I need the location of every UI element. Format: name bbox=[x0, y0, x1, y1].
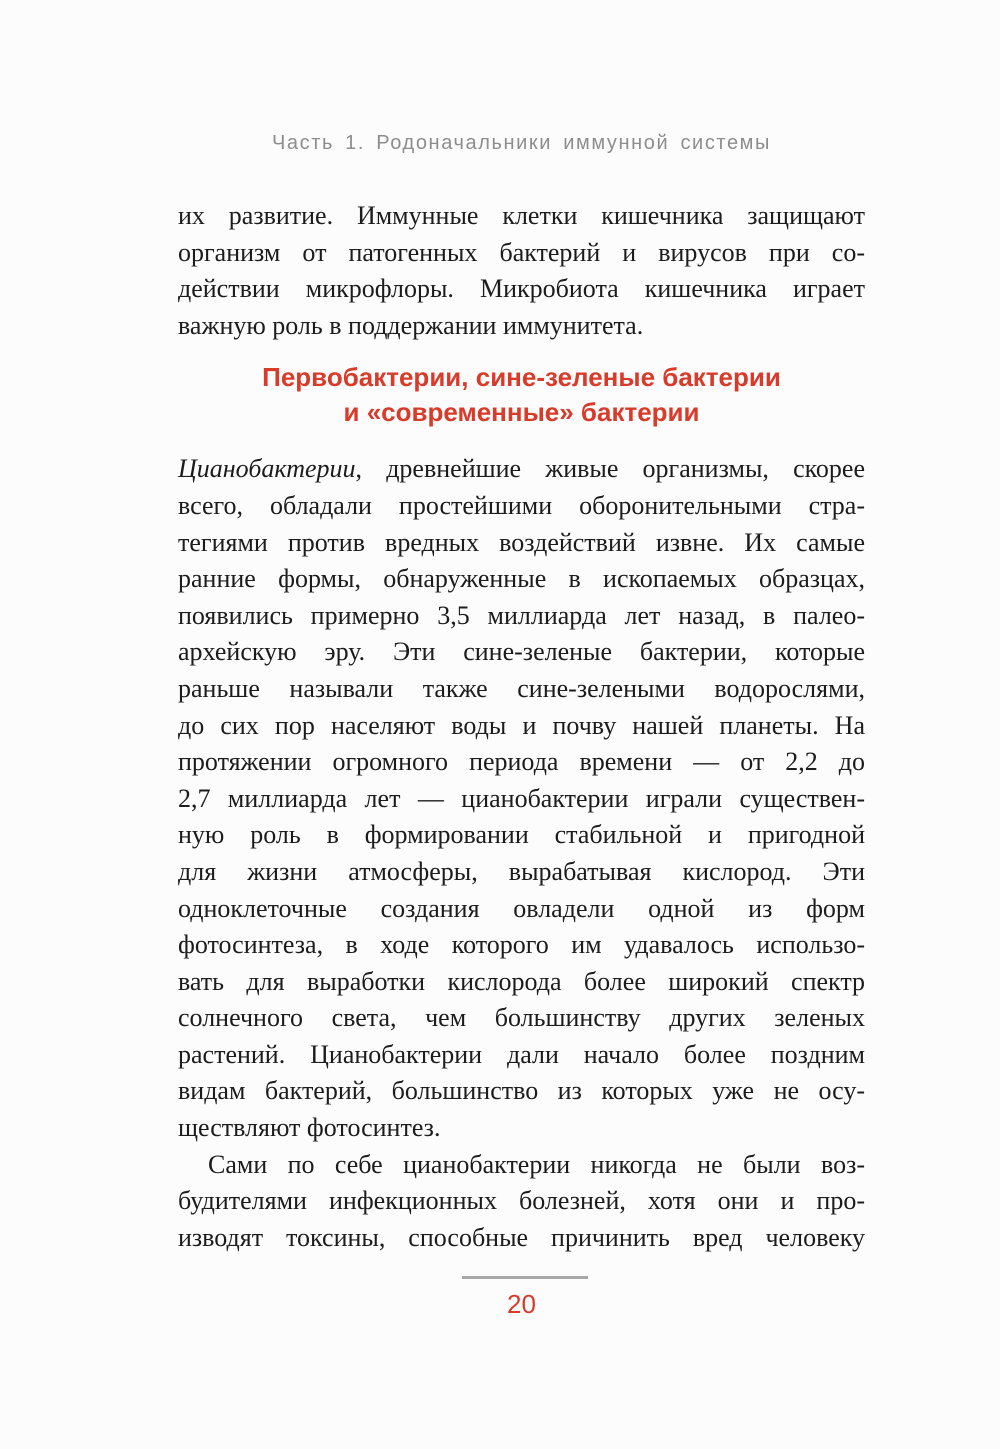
text-line: изводят токсины, способные причинить вред человеку bbox=[178, 1222, 865, 1252]
text-line: растений. Цианобактерии дали начало более поздним bbox=[178, 1039, 865, 1069]
text-line: 2,7 миллиарда лет — цианобактерии играли существен- bbox=[178, 783, 865, 813]
section-heading-line-1: Первобактерии, сине-зеленые бактерии bbox=[262, 362, 781, 393]
text-column bbox=[178, 198, 865, 1256]
italic-lead-word: Цианобактерии bbox=[178, 454, 356, 484]
text-line: раньше называли также сине-зелеными водорослями, bbox=[178, 673, 865, 703]
text-line: Сами по себе цианобактерии никогда не были воз- bbox=[208, 1149, 865, 1179]
section-heading bbox=[178, 360, 865, 430]
text-line: появились примерно 3,5 миллиарда лет назад, в палео- bbox=[178, 600, 865, 630]
section-heading-line-2: и «современные» бактерии bbox=[343, 397, 700, 428]
text-line: ную роль в формировании стабильной и пригодной bbox=[178, 820, 865, 850]
text-line: вать для выработки кислорода более широкий спектр bbox=[178, 966, 865, 996]
text-line: будителями инфекционных болезней, хотя они и про- bbox=[178, 1186, 865, 1216]
text-line: протяжении огромного периода времени — от 2,2 до bbox=[178, 747, 865, 777]
text-line: фотосинтеза, в ходе которого им удавалось использо- bbox=[178, 930, 865, 960]
paragraph-cyanobacteria-toxins bbox=[178, 1147, 865, 1257]
text-line: тегиями против вредных воздействий извне. Их самые bbox=[178, 527, 865, 557]
text-line bbox=[178, 451, 865, 488]
paragraph-lines bbox=[178, 488, 865, 1110]
text-line: для жизни атмосферы, вырабатывая кислород. Эти bbox=[178, 856, 865, 886]
text-line: их развитие. Иммунные клетки кишечника защищают bbox=[178, 201, 865, 230]
footer-divider bbox=[462, 1276, 588, 1279]
text-line: организм от патогенных бактерий и вирусов при со- bbox=[178, 237, 865, 267]
text-line: видам бактерий, большинство из которых уже не осу- bbox=[178, 1076, 865, 1106]
text-line: архейскую эру. Эти сине-зеленые бактерии, которые bbox=[178, 637, 865, 667]
text-line: всего, обладали простейшими оборонительными стра- bbox=[178, 490, 865, 520]
paragraph-intestinal-immunity bbox=[178, 198, 865, 344]
text-line: ранние формы, обнаруженные в ископаемых образцах, bbox=[178, 564, 865, 594]
text-line: солнечного света, чем большинству других зеленых bbox=[178, 1003, 865, 1033]
text-line: важную роль в поддержании иммунитета. bbox=[178, 310, 644, 340]
paragraph-cyanobacteria bbox=[178, 451, 865, 1146]
page-number: 20 bbox=[507, 1289, 536, 1319]
text-line: до сих пор населяют воды и почву нашей планеты. На bbox=[178, 710, 865, 740]
first-line-rest: , древнейшие живые организмы, скорее bbox=[355, 454, 865, 484]
running-header: Часть 1. Родоначальники иммунной системы bbox=[271, 132, 771, 154]
paragraph-lines bbox=[178, 1183, 865, 1256]
text-line: действии микрофлоры. Микробиота кишечника играет bbox=[178, 274, 865, 304]
text-line: ществляют фотосинтез. bbox=[178, 1113, 441, 1143]
text-line: одноклеточные создания овладели одной из форм bbox=[178, 893, 865, 923]
paragraph-lines bbox=[178, 198, 865, 308]
